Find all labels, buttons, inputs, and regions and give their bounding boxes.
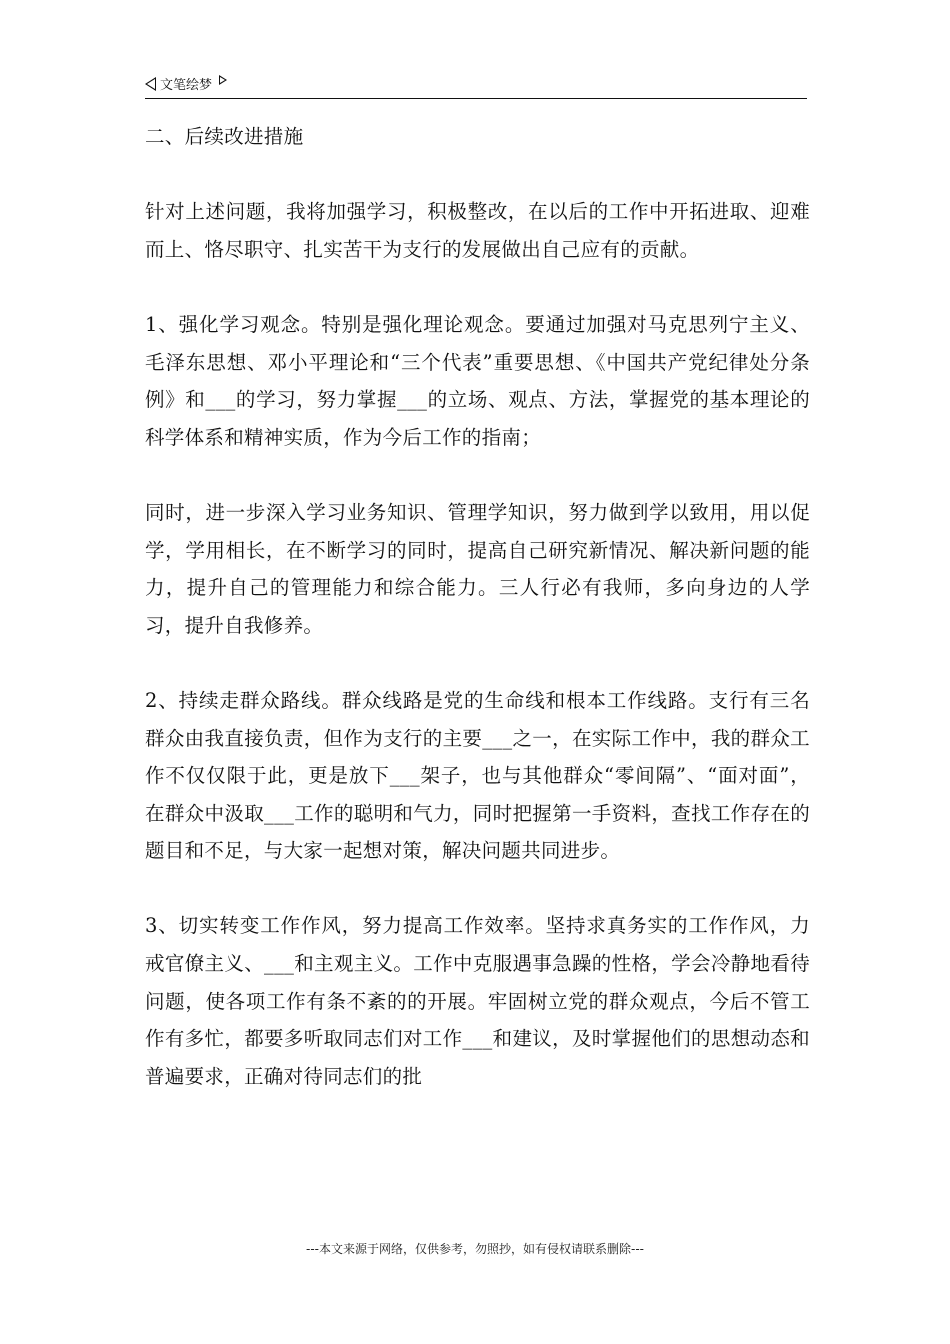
left-triangle-icon [145, 77, 156, 91]
right-triangle-icon [219, 75, 227, 85]
paragraph-business-knowledge: 同时，进一步深入学习业务知识、管理学知识，努力做到学以致用，用以促学，学用相长，在不断学习的同时，提高自己研究新情况、解决新问题的能力，提升自己的管理能力和综合能力。三人行必有我师，多向身边的人学习，提升自我修养。 [145, 500, 810, 637]
paragraph-study: 1、强化学习观念。特别是强化理论观念。要通过加强对马克思列宁主义、毛泽东思想、邓小平理论和“三个代表”重要思想、《中国共产党纪律处分条例》和___的学习，努力掌握___的立场、观点、方法，掌握党的基本理论的科学体系和精神实质，作为今后工作的指南； [145, 312, 810, 449]
document-body [145, 118, 810, 1133]
section-heading: 二、后续改进措施 [145, 125, 304, 148]
paragraph-mass-line: 2、持续走群众路线。群众线路是党的生命线和根本工作线路。支行有三名群众由我直接负责，但作为支行的主要___之一，在实际工作中，我的群众工作不仅仅限于此，更是放下___架子，也与其他群众“零间隔”、“面对面”，在群众中汲取___工作的聪明和气力，同时把握第一手资料，查找工作存在的题目和不足，与大家一起想对策，解决问题共同进步。 [145, 688, 810, 863]
footer-disclaimer: ---本文来源于网络，仅供参考，勿照抄，如有侵权请联系删除--- [306, 1242, 644, 1256]
brand-label: 文笔绘梦 [160, 78, 213, 93]
brand [145, 74, 227, 93]
paragraph-work-style: 3、切实转变工作作风，努力提高工作效率。坚持求真务实的工作作风，力戒官僚主义、___和主观主义。工作中克服遇事急躁的性格，学会冷静地看待问题，使各项工作有条不紊的的开展。牢固树立党的群众观点，今后不管工作有多忙，都要多听取同志们对工作___和建议，及时掌握他们的思想动态和普遍要求，正确对待同志们的批 [145, 914, 810, 1088]
page-header [145, 72, 807, 99]
paragraph-intro: 针对上述问题，我将加强学习，积极整改，在以后的工作中开拓进取、迎难而上、恪尽职守、扎实苦干为支行的发展做出自己应有的贡献。 [145, 200, 810, 261]
